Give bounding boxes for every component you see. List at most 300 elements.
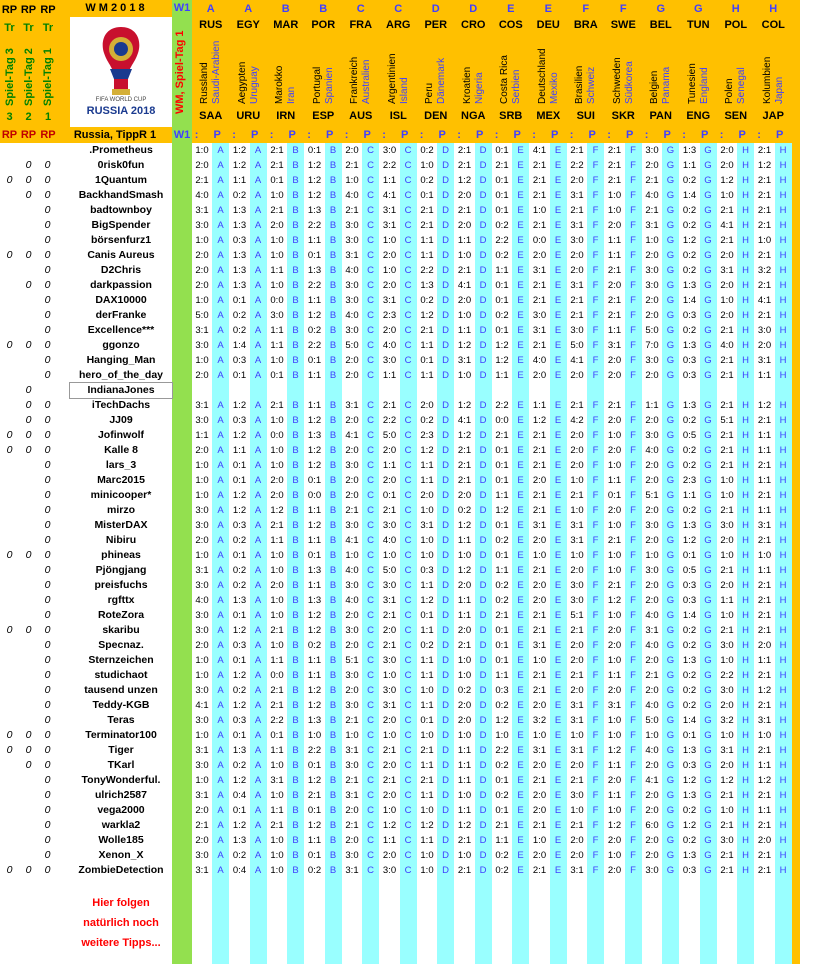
rp-top-1: RP	[40, 4, 56, 16]
player-name[interactable]: 1Quantum	[95, 174, 147, 186]
group-marker: C	[404, 250, 412, 261]
tipp-score: 2:0	[270, 580, 284, 591]
tipp-score: 0:1	[495, 475, 509, 486]
tipp-score: 1:1	[757, 655, 772, 666]
group-marker: H	[779, 700, 787, 711]
result-placeholder: : P	[344, 129, 377, 141]
player-name[interactable]: ulrich2587	[95, 789, 147, 801]
group-marker: D	[479, 430, 487, 441]
table-row	[0, 308, 792, 323]
tipp-score: 1:0	[532, 550, 547, 561]
player-name[interactable]: Canis Aureus	[87, 249, 155, 261]
group-marker: E	[517, 850, 524, 861]
player-name[interactable]: Kalle 8	[104, 444, 138, 456]
tipp-score: 2:0	[532, 790, 547, 801]
player-name[interactable]: phineas	[101, 549, 141, 561]
group-marker: E	[554, 265, 562, 276]
tipp-score: 1:0	[195, 490, 209, 501]
tipp-score: 2:1	[720, 460, 734, 471]
table-row	[0, 818, 792, 833]
tipp-score: 1:1	[495, 370, 509, 381]
group-marker: A	[217, 865, 224, 876]
player-name[interactable]: derFranke	[95, 309, 147, 321]
group-marker: E	[554, 550, 562, 561]
player-name[interactable]: studichaot	[94, 669, 148, 681]
tipp-score: 1:1	[757, 370, 772, 381]
table-row	[0, 323, 792, 338]
group-marker: G	[704, 280, 712, 291]
group-marker: D	[442, 790, 449, 801]
group-marker: C	[404, 670, 412, 681]
tipp-score: 0:1	[607, 490, 622, 501]
group-marker: H	[742, 580, 749, 591]
group-marker: G	[666, 565, 675, 576]
tipp-score: 3:0	[720, 685, 734, 696]
group-marker: H	[742, 280, 749, 291]
group-marker: E	[517, 370, 524, 381]
tipp-score: 1:1	[607, 325, 622, 336]
player-name[interactable]: rgfttx	[107, 594, 135, 606]
tipp-score: 4:1	[720, 220, 734, 231]
group-marker: E	[554, 250, 562, 261]
tipp-score: 2:0	[270, 220, 284, 231]
player-name[interactable]: Terminator100	[85, 729, 157, 741]
tipp-score: 2:0	[645, 850, 659, 861]
tipp-score: 3:0	[645, 145, 659, 156]
tipp-score: 1:2	[682, 820, 697, 831]
group-marker: B	[329, 475, 337, 486]
tipp-score: 3:1	[607, 700, 622, 711]
group-marker: G	[666, 835, 675, 846]
home-team-name: Marokko	[274, 65, 286, 104]
tipp-score: 1:0	[382, 235, 397, 246]
spieltag-3: Spiel-Tag 3	[3, 48, 16, 106]
tipp-score: 2:1	[757, 205, 772, 216]
tipp-score: 0:3	[682, 580, 697, 591]
table-row	[0, 668, 792, 683]
group-marker: E	[554, 580, 562, 591]
rp-value: 0	[44, 864, 51, 876]
group-marker: C	[367, 565, 374, 576]
group-marker: G	[704, 235, 712, 246]
tipp-score: 1:0	[270, 850, 284, 861]
tipp-score: 1:1	[270, 805, 284, 816]
tipp-score: 2:0	[382, 445, 397, 456]
tipp-score: 4:0	[345, 190, 359, 201]
group-marker: F	[592, 850, 599, 861]
tipp-score: 2:1	[307, 790, 322, 801]
group-marker: F	[630, 355, 636, 366]
player-name[interactable]: BigSpender	[91, 219, 151, 231]
tipp-score: 0:1	[270, 175, 284, 186]
table-row	[0, 758, 792, 773]
rp-value: 0	[44, 189, 51, 201]
group-marker: A	[217, 595, 224, 606]
tipp-score: 2:1	[570, 400, 584, 411]
table-row	[0, 443, 792, 458]
group-marker: A	[254, 340, 262, 351]
table-row	[0, 173, 792, 188]
group-marker: F	[630, 220, 636, 231]
tipp-score: 2:1	[570, 145, 584, 156]
group-marker: F	[630, 625, 636, 636]
player-name[interactable]: skaribu	[102, 624, 140, 636]
group-marker: E	[517, 685, 524, 696]
group-marker: C	[404, 655, 412, 666]
group-marker: A	[254, 700, 262, 711]
tipp-score: 3:1	[382, 205, 397, 216]
tipp-score: 0:2	[682, 700, 697, 711]
player-name[interactable]: Excellence***	[87, 324, 155, 336]
group-marker: B	[292, 640, 299, 651]
table-row	[0, 413, 792, 428]
player-name[interactable]: JJ09	[109, 414, 133, 426]
tipp-score: 0:0	[270, 670, 284, 681]
tipp-score: 1:0	[570, 505, 584, 516]
group-marker: B	[292, 415, 299, 426]
player-name[interactable]: Tiger	[108, 744, 134, 756]
group-marker: E	[554, 745, 562, 756]
group-marker: B	[292, 205, 299, 216]
tipp-score: 1:2	[682, 535, 697, 546]
tipp-score: 1:3	[307, 715, 322, 726]
player-name[interactable]: TKarl	[107, 759, 135, 771]
group-marker: A	[254, 205, 262, 216]
group-marker: A	[217, 835, 224, 846]
group-marker: F	[592, 205, 599, 216]
tipp-score: 5:1	[720, 415, 734, 426]
player-name[interactable]: BackhandSmash	[78, 189, 164, 201]
group-marker: B	[292, 715, 299, 726]
result-placeholder: : P	[607, 129, 640, 141]
home-team-name: Peru	[424, 82, 436, 104]
tipp-score: 2:0	[195, 640, 209, 651]
group-marker: A	[254, 310, 262, 321]
tipp-score: 0:2	[420, 175, 434, 186]
group-marker: G	[704, 205, 712, 216]
player-name[interactable]: 0risk0fun	[97, 159, 145, 171]
group-marker: G	[704, 490, 712, 501]
group-marker: B	[292, 475, 299, 486]
tipp-score: 3:1	[570, 865, 584, 876]
tipp-score: 2:0	[645, 415, 659, 426]
group-marker: A	[217, 565, 224, 576]
group-marker: D	[442, 550, 449, 561]
group-marker: C	[367, 235, 374, 246]
group-marker: B	[329, 655, 337, 666]
tipp-score: 4:1	[345, 430, 359, 441]
group-marker: G	[704, 475, 712, 486]
group-marker: E	[517, 355, 524, 366]
group-marker: A	[254, 235, 262, 246]
tipp-score: 2:0	[195, 445, 209, 456]
tipp-score: 3:1	[570, 745, 584, 756]
tipp-score: 0:2	[682, 415, 697, 426]
player-name[interactable]: Specnaz.	[98, 639, 144, 651]
tipp-score: 3:1	[532, 265, 547, 276]
player-name[interactable]: preisfuchs	[94, 579, 148, 591]
group-marker: D	[442, 475, 449, 486]
tipp-score: 0:2	[682, 805, 697, 816]
tipp-score: 1:3	[682, 790, 697, 801]
group-marker: B	[292, 280, 299, 291]
tipp-table	[0, 143, 792, 876]
player-name[interactable]: IndianaJones	[70, 383, 172, 398]
player-name[interactable]: ZombieDetection	[78, 864, 164, 876]
rp-value: 0	[25, 624, 32, 636]
group-marker: B	[329, 145, 337, 156]
player-name[interactable]: mirzo	[106, 504, 135, 516]
group-marker: A	[217, 220, 224, 231]
tipp-score: 1:0	[720, 190, 734, 201]
tipp-score: 3:1	[757, 715, 772, 726]
tipp-score: 2:1	[607, 295, 622, 306]
tipp-score: 1:0	[270, 640, 284, 651]
group-marker: A	[217, 355, 224, 366]
tipp-score: 1:1	[420, 655, 434, 666]
group-marker: F	[592, 730, 599, 741]
player-name[interactable]: warkla2	[101, 819, 141, 831]
group-marker: A	[254, 580, 262, 591]
group-marker: C	[404, 430, 412, 441]
player-name[interactable]: ggonzo	[102, 339, 140, 351]
group-marker: F	[630, 325, 636, 336]
tipp-score: 1:2	[607, 595, 622, 606]
group-marker: B	[292, 820, 299, 831]
group-marker: E	[517, 475, 524, 486]
tipp-score: 3:1	[195, 325, 209, 336]
player-name[interactable]: Teras	[107, 714, 135, 726]
group-marker: C	[367, 445, 374, 456]
tipp-score: 1:3	[232, 835, 247, 846]
group-marker: E	[517, 310, 524, 321]
player-name[interactable]: DAX10000	[95, 294, 147, 306]
group-marker: F	[630, 415, 636, 426]
player-name[interactable]: D2Chris	[100, 264, 142, 276]
group-marker: C	[404, 790, 412, 801]
group-marker: F	[630, 445, 636, 456]
group-marker: G	[704, 400, 712, 411]
group-marker: E	[554, 820, 562, 831]
tipp-score: 2:1	[757, 220, 772, 231]
group-marker: G	[704, 460, 712, 471]
tipp-score: 2:0	[720, 700, 734, 711]
player-name[interactable]: Pjöngjang	[95, 564, 147, 576]
group-marker: G	[666, 190, 675, 201]
player-name[interactable]: vega2000	[97, 804, 145, 816]
tipp-score: 0:2	[682, 835, 697, 846]
table-row	[0, 398, 792, 413]
rp-value: 0	[44, 504, 51, 516]
group-marker: H	[779, 340, 787, 351]
tipp-score: 2:1	[457, 460, 472, 471]
group-marker: F	[630, 250, 636, 261]
tipp-score: 0:1	[495, 520, 509, 531]
tipp-score: 0:2	[495, 580, 509, 591]
group-marker: E	[554, 520, 562, 531]
group-marker: A	[217, 580, 224, 591]
tipp-score: 2:0	[457, 625, 472, 636]
away-team-code: IRN	[276, 110, 296, 122]
tipp-score: 3:1	[532, 640, 547, 651]
group-marker: C	[404, 685, 412, 696]
tipp-score: 1:0	[570, 730, 584, 741]
table-row	[0, 773, 792, 788]
player-name[interactable]: Wolle185	[98, 834, 144, 846]
group-marker: G	[666, 550, 675, 561]
rp-value: 0	[44, 279, 51, 291]
group-marker: D	[479, 235, 487, 246]
player-name[interactable]: MisterDAX	[94, 519, 148, 531]
player-name[interactable]: Sternzeichen	[88, 654, 154, 666]
tipp-score: 2:0	[532, 370, 547, 381]
tipp-score: 2:1	[532, 340, 547, 351]
player-name[interactable]: hero_of_the_day	[78, 369, 164, 381]
tipp-score: 2:1	[532, 490, 547, 501]
group-marker: F	[592, 235, 599, 246]
rp-value: 0	[6, 744, 13, 756]
player-name[interactable]: iTechDachs	[91, 399, 151, 411]
group-marker: G	[666, 445, 675, 456]
tipp-score: 2:0	[382, 325, 397, 336]
group-marker: D	[442, 565, 449, 576]
group-marker: A	[254, 805, 262, 816]
group-marker: C	[404, 745, 412, 756]
tipp-score: 2:1	[757, 310, 772, 321]
tipp-score: 2:1	[382, 610, 397, 621]
group-marker: G	[666, 460, 675, 471]
tipp-score: 5:1	[345, 655, 359, 666]
group-marker: G	[666, 415, 675, 426]
tipp-score: 3:0	[645, 265, 659, 276]
group-marker: C	[404, 415, 412, 426]
group-marker: D	[479, 205, 487, 216]
player-name[interactable]: badtownboy	[90, 204, 152, 216]
tipp-score: 2:1	[420, 205, 434, 216]
tipp-score: 0:1	[307, 145, 322, 156]
group-marker: G	[704, 325, 712, 336]
group-marker: B	[292, 850, 299, 861]
group-marker: C	[404, 205, 412, 216]
tipp-score: 2:0	[607, 865, 622, 876]
group-marker: H	[742, 595, 749, 606]
group-marker: A	[217, 265, 224, 276]
tipp-score: 2:0	[720, 580, 734, 591]
result-placeholder: : P	[494, 129, 527, 141]
player-name[interactable]: börsenfurz1	[90, 234, 152, 246]
group-marker: F	[592, 145, 599, 156]
group-marker: D	[479, 565, 487, 576]
player-name[interactable]: Jofinwolf	[97, 429, 145, 441]
player-name[interactable]: lars_3	[105, 459, 137, 471]
rp-value: 0	[44, 714, 51, 726]
group-marker: D	[442, 655, 449, 666]
group-marker: E	[517, 670, 524, 681]
tipp-score: 0:2	[495, 790, 509, 801]
group-marker: A	[254, 760, 262, 771]
group-marker: D	[479, 175, 487, 186]
player-name[interactable]: Xenon_X	[98, 849, 144, 861]
tipp-score: 0:1	[232, 550, 247, 561]
tipp-score: 1:2	[720, 175, 734, 186]
group-marker: B	[329, 670, 337, 681]
group-marker: A	[254, 265, 262, 276]
player-name[interactable]: Teddy-KGB	[92, 699, 150, 711]
tipp-score: 0:1	[495, 805, 509, 816]
group-marker: H	[779, 295, 787, 306]
team-names	[230, 36, 268, 104]
group-marker: D	[479, 835, 487, 846]
result-placeholder: : P	[644, 129, 677, 141]
group-marker: D	[442, 610, 449, 621]
tipp-score: 2:0	[382, 625, 397, 636]
player-name[interactable]: TonyWonderful.	[81, 774, 161, 786]
group-marker: D	[442, 205, 449, 216]
tipp-score: 0:3	[682, 865, 697, 876]
group-marker: B	[292, 160, 299, 171]
player-name[interactable]: tausend unzen	[84, 684, 158, 696]
tipp-score: 1:2	[607, 820, 622, 831]
tipp-score: 1:3	[232, 205, 247, 216]
player-name[interactable]: .Prometheus	[89, 144, 153, 156]
tipp-score: 1:2	[495, 505, 509, 516]
player-name[interactable]: Nibiru	[105, 534, 137, 546]
tipp-score: 1:0	[270, 445, 284, 456]
tipp-score: 2:1	[345, 775, 359, 786]
team-names	[417, 36, 455, 104]
player-name[interactable]: darkpassion	[90, 279, 152, 291]
player-name[interactable]: Hanging_Man	[86, 354, 156, 366]
away-team-name: Iran	[286, 86, 298, 104]
group-marker: D	[479, 715, 487, 726]
group-marker: C	[404, 190, 412, 201]
player-name[interactable]: minicooper*	[90, 489, 152, 501]
tipp-score: 1:1	[495, 565, 509, 576]
group-marker: A	[217, 820, 224, 831]
group-letter: B	[319, 3, 328, 15]
group-marker: F	[592, 580, 599, 591]
player-name[interactable]: Marc2015	[97, 474, 145, 486]
group-marker: G	[666, 235, 675, 246]
home-team-name: Tunesien	[686, 63, 698, 104]
group-marker: G	[704, 520, 712, 531]
tipp-score: 3:0	[382, 145, 397, 156]
group-marker: E	[517, 805, 524, 816]
group-marker: B	[329, 835, 337, 846]
group-marker: F	[592, 760, 599, 771]
tipp-score: 3:0	[195, 685, 209, 696]
group-marker: A	[217, 670, 224, 681]
tipp-score: 3:1	[720, 265, 734, 276]
tipp-score: 1:1	[457, 775, 472, 786]
player-name[interactable]: RoteZora	[97, 609, 145, 621]
tipp-score: 3:1	[345, 250, 359, 261]
tipp-score: 0:2	[232, 565, 247, 576]
tipp-score: 2:1	[532, 280, 547, 291]
tipp-score: 0:3	[232, 640, 247, 651]
tipp-score: 1:0	[720, 805, 734, 816]
tipp-score: 1:3	[307, 265, 322, 276]
table-row	[0, 263, 792, 278]
tipp-score: 0:1	[232, 475, 247, 486]
tipp-score: 5:0	[645, 325, 659, 336]
tipp-score: 2:1	[570, 295, 584, 306]
group-marker: E	[554, 355, 562, 366]
tipp-score: 2:0	[570, 565, 584, 576]
tipp-score: 3:0	[570, 235, 584, 246]
tipp-score: 0:5	[682, 565, 697, 576]
group-marker: H	[779, 685, 787, 696]
